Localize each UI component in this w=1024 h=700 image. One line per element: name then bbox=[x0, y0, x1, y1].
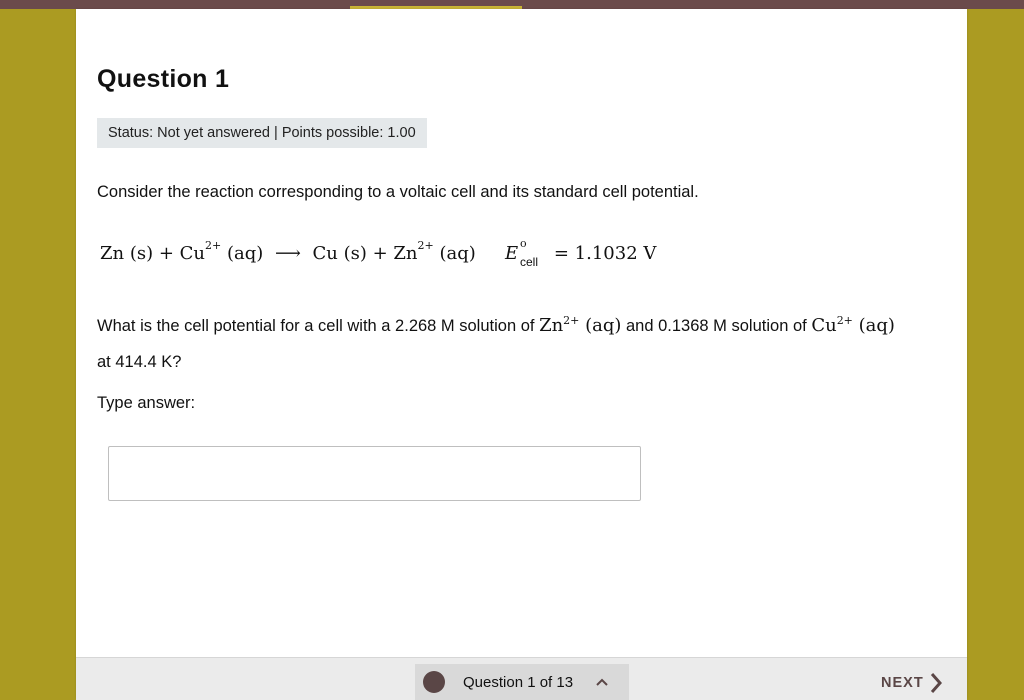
aq-text-2: (aq) bbox=[433, 243, 476, 264]
chevron-up-icon[interactable] bbox=[595, 677, 609, 687]
question-part1: What is the cell potential for a cell with a 2.268 M solution of bbox=[97, 317, 540, 335]
next-button[interactable] bbox=[881, 672, 942, 694]
next-label: NEXT bbox=[881, 675, 924, 691]
cu-ion-state: (aq) bbox=[852, 315, 895, 336]
standard-cell-potential bbox=[505, 237, 657, 269]
aq-text: (aq) bbox=[221, 243, 264, 264]
zn-ion-state: (aq) bbox=[579, 315, 622, 336]
answer-input[interactable] bbox=[108, 446, 641, 501]
status-badge: Status: Not yet answered | Points possible: 1.00 bbox=[97, 118, 427, 148]
zn-ion: Zn bbox=[539, 315, 564, 336]
products-text: Cu (s) + Zn bbox=[312, 243, 418, 264]
answer-label: Type answer: bbox=[97, 394, 196, 412]
question-title: Question 1 bbox=[97, 65, 230, 93]
cu-ion-charge: 2+ bbox=[836, 314, 853, 327]
cu-charge: 2+ bbox=[205, 239, 222, 252]
zn-ion-charge: 2+ bbox=[563, 314, 580, 327]
e-symbol: E bbox=[505, 243, 519, 264]
question-progress: Question 1 of 13 bbox=[463, 673, 574, 691]
question-text-line2: at 414.4 K? bbox=[97, 353, 182, 371]
cu-ion: Cu bbox=[811, 315, 837, 336]
progress-dot-icon bbox=[423, 671, 445, 693]
zn-charge: 2+ bbox=[417, 239, 434, 252]
reaction-equation bbox=[100, 239, 476, 264]
reactants-text: Zn (s) + Cu bbox=[100, 243, 205, 264]
question-navigator[interactable] bbox=[415, 664, 629, 700]
reaction-arrow: ⟶ bbox=[274, 243, 301, 264]
question-card bbox=[76, 9, 967, 699]
question-part2: and 0.1368 M solution of bbox=[621, 317, 812, 335]
e-superscript: o bbox=[520, 237, 527, 250]
question-text-line1 bbox=[97, 315, 895, 336]
question-prompt: Consider the reaction corresponding to a voltaic cell and its standard cell potential. bbox=[97, 183, 699, 201]
footer-bar bbox=[76, 657, 967, 700]
e-value: = 1.1032 V bbox=[553, 243, 657, 264]
e-subscript: cell bbox=[520, 255, 539, 269]
chevron-right-icon bbox=[930, 672, 942, 694]
